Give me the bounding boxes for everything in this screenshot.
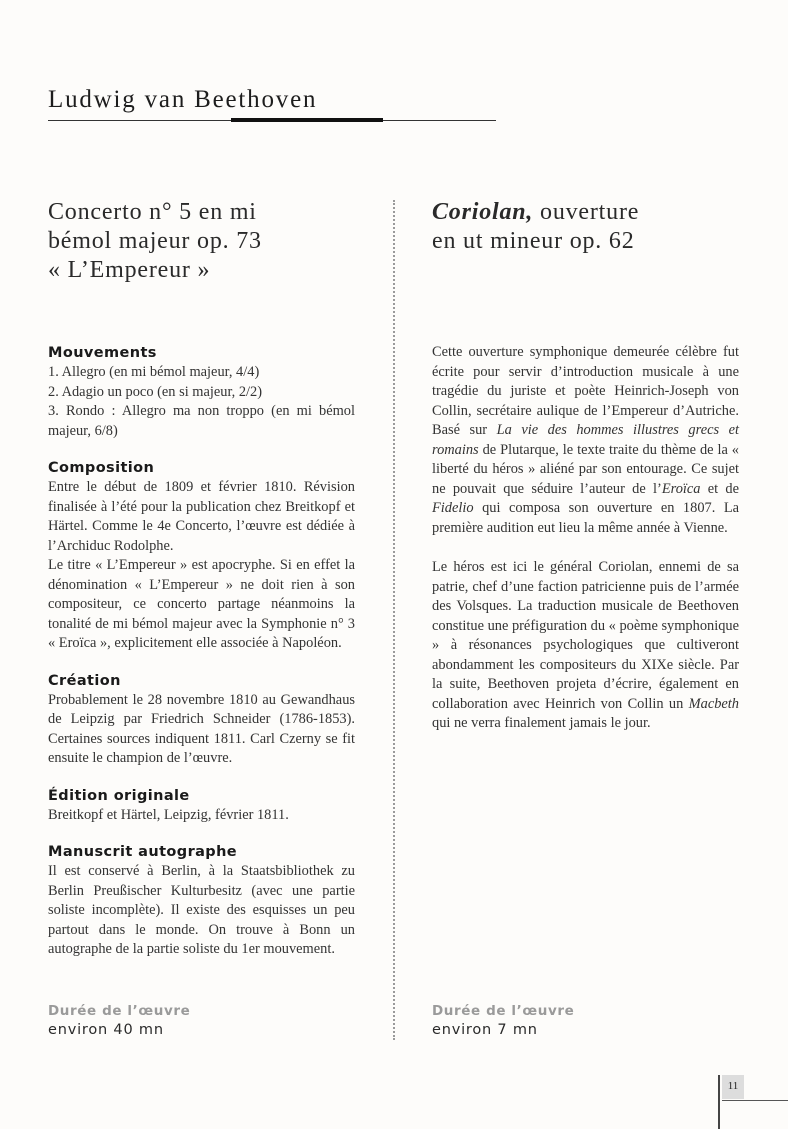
mouvement-item: 1. Allegro (en mi bémol majeur, 4/4): [48, 364, 260, 380]
text-run: Cette ouverture symphonique demeurée célèbre fut écrite pour servir d’introduction musicale à une tragédie du juriste et poète Heinrich-Joseph von Collin, secrétaire aulique de l’Empereur d’Autriche. Basé sur: [432, 344, 739, 438]
right-duration-label: Durée de l’œuvre: [432, 1003, 575, 1019]
page-number: 11: [722, 1075, 744, 1099]
text-run: de Plutarque, le texte traite du thème de la « liberté du héros » aliéné par son entourage. Ce sujet ne pouvait que séduire l’auteur de l’: [432, 441, 739, 497]
text-run-italic: La vie des hommes illustres grecs et romains: [432, 422, 739, 458]
right-duration-value: environ 7 mn: [432, 1022, 538, 1038]
left-title-line-2: bémol majeur op. 73: [48, 228, 262, 254]
left-column: [48, 343, 355, 960]
composition-heading: Composition: [48, 460, 155, 476]
header-rule-accent: [231, 118, 383, 122]
text-run: et de: [700, 480, 739, 497]
left-duration-value: environ 40 mn: [48, 1022, 164, 1038]
right-column: [432, 343, 739, 734]
page-edge-line: [722, 1100, 788, 1101]
column-divider: [393, 200, 395, 1040]
coriolan-paragraph-2: [432, 558, 739, 734]
right-work-title: [432, 198, 752, 256]
text-run-italic: Macbeth: [688, 695, 739, 712]
left-title-line-3: « L’Empereur »: [48, 257, 211, 283]
text-run: qui composa son ouverture en 1807. La première audition eut lieu la même année à Vienne.: [432, 500, 739, 536]
text-run: qui ne verra finalement jamais le jour.: [432, 715, 651, 731]
creation-paragraph: Probablement le 28 novembre 1810 au Gewandhaus de Leipzig par Friedrich Schneider (1786-1853). Certaines sources indiquent 1811. Carl Czerny se fit ensuite le champion de l’œuvre.: [48, 691, 355, 766]
coriolan-paragraph-1: [432, 343, 739, 538]
mouvements-heading: Mouvements: [48, 345, 157, 361]
right-title-line-1: [432, 198, 752, 227]
creation-heading: Création: [48, 672, 121, 689]
composition-paragraph-2: Le titre « L’Empereur » est apocryphe. Si en effet la dénomination « L’Empereur » ne doit rien à son compositeur, ce concerto partage néanmoins la tonalité de mi bémol majeur avec la Symphonie n° 3 « Eroïca », explicitement elle associée à Napoléon.: [48, 557, 355, 651]
edition-paragraph: Breitkopf et Härtel, Leipzig, février 1811.: [48, 806, 289, 823]
manuscrit-paragraph: Il est conservé à Berlin, à la Staatsbibliothek zu Berlin Preußischer Kulturbesitz (avec une partie soliste incomplète). Il existe des esquisses un peu partout dans le monde. On trouve à Bonn un autographe de la partie soliste du 1er mouvement.: [48, 863, 355, 957]
mouvement-item: 3. Rondo : Allegro ma non troppo (en mi bémol majeur, 6/8): [48, 403, 355, 439]
page-edge-line: [718, 1075, 720, 1129]
right-title-italic: Coriolan,: [432, 199, 534, 225]
right-title-line-2: en ut mineur op. 62: [432, 228, 635, 254]
manuscrit-heading: Manuscrit autographe: [48, 844, 238, 860]
left-work-title: [48, 198, 368, 285]
composition-paragraph-1: Entre le début de 1809 et février 1810. Révision finalisée à l’été pour la publication chez Breitkopf et Härtel. Comme le 4e Concerto, l’œuvre est dédiée à l’Archiduc Rodolphe.: [48, 479, 355, 554]
mouvements-list: [48, 363, 355, 441]
edition-heading: Édition originale: [48, 787, 190, 804]
left-title-line-1: Concerto n° 5 en mi: [48, 199, 257, 225]
left-duration-label: Durée de l’œuvre: [48, 1003, 191, 1019]
mouvement-item: 2. Adagio un poco (en si majeur, 2/2): [48, 383, 263, 400]
text-run-italic: Eroïca: [661, 480, 701, 497]
composer-name: Ludwig van Beethoven: [48, 86, 318, 113]
text-run: Le héros est ici le général Coriolan, ennemi de sa patrie, chef d’une faction patricienne puis de l’armée des Volsques. La traduction musicale de Beethoven constitue une préfiguration du « poème symphonique » à résonances psychologiques que cultiveront abondamment les compositeurs du XIXe siècle. Par la suite, Beethoven projeta d’écrire, également en collaboration avec Heinrich von Collin un: [432, 559, 739, 712]
text-run-italic: Fidelio: [432, 500, 474, 516]
right-title-rest: ouverture: [533, 199, 640, 225]
